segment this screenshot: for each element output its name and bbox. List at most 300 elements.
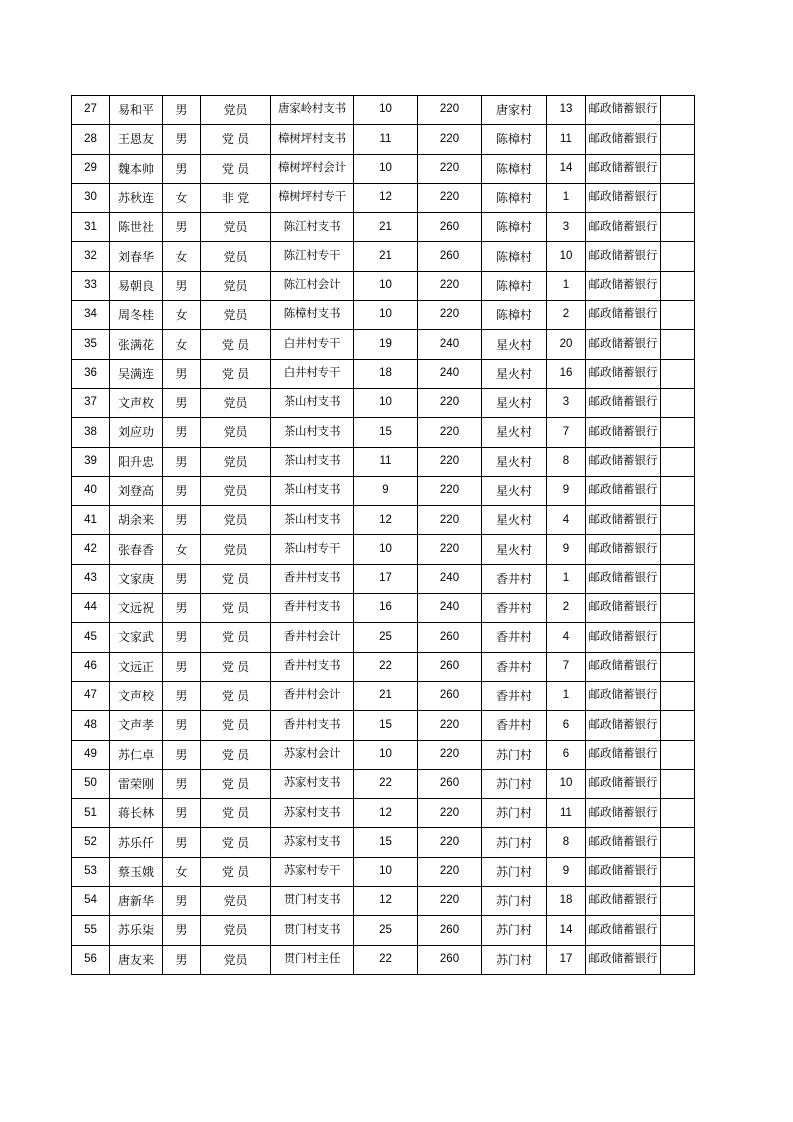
secondary-number-cell: 1: [547, 564, 586, 593]
position-cell: 樟树坪村支书: [271, 125, 354, 154]
count-cell: 21: [354, 242, 418, 271]
row-number-cell: 44: [72, 594, 110, 623]
count-cell: 21: [354, 213, 418, 242]
secondary-number-cell: 7: [547, 418, 586, 447]
gender-cell: 男: [163, 887, 201, 916]
count-cell: 19: [354, 330, 418, 359]
table-row: [72, 594, 695, 623]
village-cell: 陈樟村: [482, 271, 547, 300]
secondary-number-cell: 9: [547, 476, 586, 505]
empty-cell: [661, 594, 695, 623]
bank-cell: 邮政储蓄银行: [586, 330, 661, 359]
amount-cell: 260: [418, 681, 482, 710]
amount-cell: 220: [418, 154, 482, 183]
party-status-cell: 党 员: [201, 681, 271, 710]
village-cell: 星火村: [482, 506, 547, 535]
row-number-cell: 55: [72, 916, 110, 945]
table-row: [72, 301, 695, 330]
row-number-cell: 37: [72, 388, 110, 417]
position-cell: 苏家村会计: [271, 740, 354, 769]
bank-cell: 邮政储蓄银行: [586, 916, 661, 945]
position-cell: 樟树坪村专干: [271, 183, 354, 212]
name-cell: 文远正: [110, 652, 163, 681]
secondary-number-cell: 16: [547, 359, 586, 388]
village-cell: 星火村: [482, 476, 547, 505]
village-cell: 香井村: [482, 652, 547, 681]
party-status-cell: 党员: [201, 916, 271, 945]
count-cell: 22: [354, 945, 418, 974]
name-cell: 刘应功: [110, 418, 163, 447]
row-number-cell: 38: [72, 418, 110, 447]
village-cell: 苏门村: [482, 945, 547, 974]
roster-table: [71, 95, 695, 975]
name-cell: 蔡玉娥: [110, 857, 163, 886]
party-status-cell: 党员: [201, 271, 271, 300]
empty-cell: [661, 213, 695, 242]
name-cell: 张春香: [110, 535, 163, 564]
amount-cell: 220: [418, 740, 482, 769]
village-cell: 陈樟村: [482, 125, 547, 154]
name-cell: 苏秋连: [110, 183, 163, 212]
amount-cell: 260: [418, 213, 482, 242]
amount-cell: 260: [418, 769, 482, 798]
position-cell: 香井村支书: [271, 711, 354, 740]
row-number-cell: 43: [72, 564, 110, 593]
table-row: [72, 271, 695, 300]
row-number-cell: 56: [72, 945, 110, 974]
count-cell: 12: [354, 506, 418, 535]
position-cell: 茶山村支书: [271, 388, 354, 417]
bank-cell: 邮政储蓄银行: [586, 535, 661, 564]
empty-cell: [661, 623, 695, 652]
bank-cell: 邮政储蓄银行: [586, 681, 661, 710]
row-number-cell: 51: [72, 799, 110, 828]
amount-cell: 220: [418, 447, 482, 476]
row-number-cell: 39: [72, 447, 110, 476]
position-cell: 茶山村支书: [271, 506, 354, 535]
gender-cell: 男: [163, 945, 201, 974]
table-row: [72, 213, 695, 242]
table-row: [72, 476, 695, 505]
empty-cell: [661, 447, 695, 476]
row-number-cell: 53: [72, 857, 110, 886]
row-number-cell: 42: [72, 535, 110, 564]
position-cell: 陈江村支书: [271, 213, 354, 242]
table-row: [72, 681, 695, 710]
row-number-cell: 34: [72, 301, 110, 330]
row-number-cell: 48: [72, 711, 110, 740]
name-cell: 唐新华: [110, 887, 163, 916]
table-row: [72, 96, 695, 125]
empty-cell: [661, 564, 695, 593]
party-status-cell: 党 员: [201, 564, 271, 593]
gender-cell: 男: [163, 681, 201, 710]
row-number-cell: 45: [72, 623, 110, 652]
gender-cell: 女: [163, 330, 201, 359]
bank-cell: 邮政储蓄银行: [586, 799, 661, 828]
bank-cell: 邮政储蓄银行: [586, 418, 661, 447]
secondary-number-cell: 1: [547, 681, 586, 710]
party-status-cell: 党员: [201, 418, 271, 447]
amount-cell: 240: [418, 594, 482, 623]
village-cell: 香井村: [482, 623, 547, 652]
count-cell: 10: [354, 388, 418, 417]
party-status-cell: 党员: [201, 213, 271, 242]
count-cell: 12: [354, 887, 418, 916]
roster-table-body: [72, 96, 695, 975]
village-cell: 苏门村: [482, 857, 547, 886]
party-status-cell: 党员: [201, 506, 271, 535]
row-number-cell: 32: [72, 242, 110, 271]
position-cell: 唐家岭村支书: [271, 96, 354, 125]
row-number-cell: 47: [72, 681, 110, 710]
gender-cell: 男: [163, 711, 201, 740]
secondary-number-cell: 17: [547, 945, 586, 974]
bank-cell: 邮政储蓄银行: [586, 623, 661, 652]
table-row: [72, 799, 695, 828]
empty-cell: [661, 711, 695, 740]
gender-cell: 男: [163, 623, 201, 652]
name-cell: 胡余来: [110, 506, 163, 535]
count-cell: 25: [354, 916, 418, 945]
party-status-cell: 党员: [201, 945, 271, 974]
amount-cell: 220: [418, 271, 482, 300]
name-cell: 周冬桂: [110, 301, 163, 330]
count-cell: 11: [354, 125, 418, 154]
village-cell: 苏门村: [482, 799, 547, 828]
party-status-cell: 党 员: [201, 740, 271, 769]
position-cell: 陈江村专干: [271, 242, 354, 271]
name-cell: 雷荣刚: [110, 769, 163, 798]
name-cell: 苏仁卓: [110, 740, 163, 769]
bank-cell: 邮政储蓄银行: [586, 213, 661, 242]
gender-cell: 男: [163, 213, 201, 242]
empty-cell: [661, 301, 695, 330]
empty-cell: [661, 388, 695, 417]
bank-cell: 邮政储蓄银行: [586, 183, 661, 212]
name-cell: 魏本帅: [110, 154, 163, 183]
amount-cell: 220: [418, 301, 482, 330]
amount-cell: 240: [418, 359, 482, 388]
count-cell: 16: [354, 594, 418, 623]
name-cell: 王恩友: [110, 125, 163, 154]
row-number-cell: 50: [72, 769, 110, 798]
position-cell: 陈江村会计: [271, 271, 354, 300]
empty-cell: [661, 476, 695, 505]
party-status-cell: 党 员: [201, 857, 271, 886]
count-cell: 10: [354, 740, 418, 769]
name-cell: 刘春华: [110, 242, 163, 271]
count-cell: 10: [354, 301, 418, 330]
party-status-cell: 非 党: [201, 183, 271, 212]
secondary-number-cell: 13: [547, 96, 586, 125]
village-cell: 苏门村: [482, 740, 547, 769]
table-row: [72, 857, 695, 886]
bank-cell: 邮政储蓄银行: [586, 652, 661, 681]
position-cell: 苏家村支书: [271, 769, 354, 798]
secondary-number-cell: 2: [547, 301, 586, 330]
secondary-number-cell: 18: [547, 887, 586, 916]
position-cell: 樟树坪村会计: [271, 154, 354, 183]
village-cell: 唐家村: [482, 96, 547, 125]
secondary-number-cell: 4: [547, 506, 586, 535]
party-status-cell: 党 员: [201, 623, 271, 652]
empty-cell: [661, 418, 695, 447]
table-row: [72, 447, 695, 476]
count-cell: 10: [354, 857, 418, 886]
table-row: [72, 623, 695, 652]
table-row: [72, 242, 695, 271]
gender-cell: 男: [163, 271, 201, 300]
empty-cell: [661, 506, 695, 535]
amount-cell: 260: [418, 916, 482, 945]
village-cell: 陈樟村: [482, 242, 547, 271]
row-number-cell: 30: [72, 183, 110, 212]
table-row: [72, 330, 695, 359]
gender-cell: 男: [163, 418, 201, 447]
bank-cell: 邮政储蓄银行: [586, 154, 661, 183]
bank-cell: 邮政储蓄银行: [586, 359, 661, 388]
count-cell: 10: [354, 96, 418, 125]
position-cell: 苏家村支书: [271, 828, 354, 857]
position-cell: 茶山村支书: [271, 476, 354, 505]
empty-cell: [661, 96, 695, 125]
table-row: [72, 740, 695, 769]
party-status-cell: 党 员: [201, 594, 271, 623]
amount-cell: 260: [418, 945, 482, 974]
position-cell: 香井村支书: [271, 652, 354, 681]
secondary-number-cell: 10: [547, 769, 586, 798]
gender-cell: 女: [163, 183, 201, 212]
bank-cell: 邮政储蓄银行: [586, 506, 661, 535]
count-cell: 9: [354, 476, 418, 505]
village-cell: 陈樟村: [482, 183, 547, 212]
amount-cell: 260: [418, 623, 482, 652]
secondary-number-cell: 9: [547, 535, 586, 564]
empty-cell: [661, 681, 695, 710]
table-row: [72, 359, 695, 388]
amount-cell: 260: [418, 652, 482, 681]
table-row: [72, 652, 695, 681]
gender-cell: 男: [163, 828, 201, 857]
party-status-cell: 党 员: [201, 769, 271, 798]
bank-cell: 邮政储蓄银行: [586, 740, 661, 769]
row-number-cell: 54: [72, 887, 110, 916]
table-row: [72, 388, 695, 417]
table-row: [72, 769, 695, 798]
empty-cell: [661, 359, 695, 388]
bank-cell: 邮政储蓄银行: [586, 125, 661, 154]
gender-cell: 男: [163, 916, 201, 945]
village-cell: 陈樟村: [482, 301, 547, 330]
table-row: [72, 564, 695, 593]
name-cell: 唐友来: [110, 945, 163, 974]
table-row: [72, 154, 695, 183]
position-cell: 贯门村支书: [271, 887, 354, 916]
name-cell: 文声孝: [110, 711, 163, 740]
gender-cell: 男: [163, 769, 201, 798]
amount-cell: 220: [418, 857, 482, 886]
village-cell: 陈樟村: [482, 154, 547, 183]
count-cell: 15: [354, 828, 418, 857]
amount-cell: 220: [418, 711, 482, 740]
bank-cell: 邮政储蓄银行: [586, 769, 661, 798]
gender-cell: 男: [163, 506, 201, 535]
count-cell: 11: [354, 447, 418, 476]
bank-cell: 邮政储蓄银行: [586, 388, 661, 417]
village-cell: 星火村: [482, 359, 547, 388]
party-status-cell: 党员: [201, 476, 271, 505]
amount-cell: 220: [418, 506, 482, 535]
party-status-cell: 党 员: [201, 154, 271, 183]
count-cell: 25: [354, 623, 418, 652]
row-number-cell: 35: [72, 330, 110, 359]
bank-cell: 邮政储蓄银行: [586, 857, 661, 886]
bank-cell: 邮政储蓄银行: [586, 564, 661, 593]
amount-cell: 220: [418, 96, 482, 125]
name-cell: 文家庚: [110, 564, 163, 593]
name-cell: 易朝良: [110, 271, 163, 300]
position-cell: 贯门村主任: [271, 945, 354, 974]
count-cell: 21: [354, 681, 418, 710]
row-number-cell: 33: [72, 271, 110, 300]
party-status-cell: 党 员: [201, 125, 271, 154]
amount-cell: 220: [418, 418, 482, 447]
row-number-cell: 49: [72, 740, 110, 769]
party-status-cell: 党 员: [201, 711, 271, 740]
position-cell: 香井村支书: [271, 594, 354, 623]
secondary-number-cell: 6: [547, 711, 586, 740]
count-cell: 10: [354, 154, 418, 183]
party-status-cell: 党员: [201, 301, 271, 330]
count-cell: 10: [354, 535, 418, 564]
table-row: [72, 418, 695, 447]
gender-cell: 男: [163, 154, 201, 183]
name-cell: 陈世社: [110, 213, 163, 242]
empty-cell: [661, 945, 695, 974]
village-cell: 陈樟村: [482, 213, 547, 242]
count-cell: 18: [354, 359, 418, 388]
amount-cell: 220: [418, 535, 482, 564]
row-number-cell: 27: [72, 96, 110, 125]
amount-cell: 220: [418, 887, 482, 916]
name-cell: 苏乐柒: [110, 916, 163, 945]
name-cell: 文声枚: [110, 388, 163, 417]
count-cell: 12: [354, 799, 418, 828]
name-cell: 文远祝: [110, 594, 163, 623]
table-row: [72, 945, 695, 974]
secondary-number-cell: 2: [547, 594, 586, 623]
empty-cell: [661, 769, 695, 798]
count-cell: 15: [354, 711, 418, 740]
bank-cell: 邮政储蓄银行: [586, 711, 661, 740]
empty-cell: [661, 183, 695, 212]
secondary-number-cell: 14: [547, 916, 586, 945]
position-cell: 白井村专干: [271, 359, 354, 388]
secondary-number-cell: 3: [547, 388, 586, 417]
gender-cell: 男: [163, 740, 201, 769]
village-cell: 星火村: [482, 447, 547, 476]
count-cell: 22: [354, 652, 418, 681]
position-cell: 苏家村专干: [271, 857, 354, 886]
gender-cell: 男: [163, 447, 201, 476]
table-row: [72, 125, 695, 154]
empty-cell: [661, 857, 695, 886]
party-status-cell: 党 员: [201, 799, 271, 828]
empty-cell: [661, 242, 695, 271]
empty-cell: [661, 652, 695, 681]
party-status-cell: 党 员: [201, 652, 271, 681]
party-status-cell: 党员: [201, 887, 271, 916]
position-cell: 香井村支书: [271, 564, 354, 593]
row-number-cell: 36: [72, 359, 110, 388]
count-cell: 22: [354, 769, 418, 798]
empty-cell: [661, 740, 695, 769]
amount-cell: 220: [418, 799, 482, 828]
village-cell: 苏门村: [482, 769, 547, 798]
name-cell: 文家武: [110, 623, 163, 652]
amount-cell: 220: [418, 125, 482, 154]
party-status-cell: 党员: [201, 388, 271, 417]
gender-cell: 男: [163, 125, 201, 154]
table-row: [72, 887, 695, 916]
village-cell: 星火村: [482, 418, 547, 447]
gender-cell: 男: [163, 799, 201, 828]
party-status-cell: 党员: [201, 242, 271, 271]
gender-cell: 女: [163, 242, 201, 271]
gender-cell: 男: [163, 476, 201, 505]
name-cell: 文声校: [110, 681, 163, 710]
secondary-number-cell: 1: [547, 271, 586, 300]
name-cell: 苏乐仟: [110, 828, 163, 857]
secondary-number-cell: 11: [547, 125, 586, 154]
secondary-number-cell: 7: [547, 652, 586, 681]
secondary-number-cell: 8: [547, 447, 586, 476]
village-cell: 星火村: [482, 388, 547, 417]
bank-cell: 邮政储蓄银行: [586, 945, 661, 974]
count-cell: 15: [354, 418, 418, 447]
gender-cell: 女: [163, 301, 201, 330]
party-status-cell: 党员: [201, 447, 271, 476]
name-cell: 张满花: [110, 330, 163, 359]
village-cell: 香井村: [482, 711, 547, 740]
position-cell: 茶山村支书: [271, 418, 354, 447]
bank-cell: 邮政储蓄银行: [586, 271, 661, 300]
bank-cell: 邮政储蓄银行: [586, 594, 661, 623]
table-row: [72, 828, 695, 857]
empty-cell: [661, 330, 695, 359]
bank-cell: 邮政储蓄银行: [586, 242, 661, 271]
table-row: [72, 711, 695, 740]
empty-cell: [661, 828, 695, 857]
party-status-cell: 党员: [201, 96, 271, 125]
empty-cell: [661, 887, 695, 916]
position-cell: 贯门村支书: [271, 916, 354, 945]
table-row: [72, 183, 695, 212]
secondary-number-cell: 8: [547, 828, 586, 857]
position-cell: 茶山村专干: [271, 535, 354, 564]
amount-cell: 220: [418, 388, 482, 417]
row-number-cell: 52: [72, 828, 110, 857]
village-cell: 苏门村: [482, 887, 547, 916]
table-row: [72, 506, 695, 535]
bank-cell: 邮政储蓄银行: [586, 447, 661, 476]
empty-cell: [661, 535, 695, 564]
gender-cell: 男: [163, 388, 201, 417]
empty-cell: [661, 271, 695, 300]
party-status-cell: 党 员: [201, 828, 271, 857]
amount-cell: 220: [418, 828, 482, 857]
